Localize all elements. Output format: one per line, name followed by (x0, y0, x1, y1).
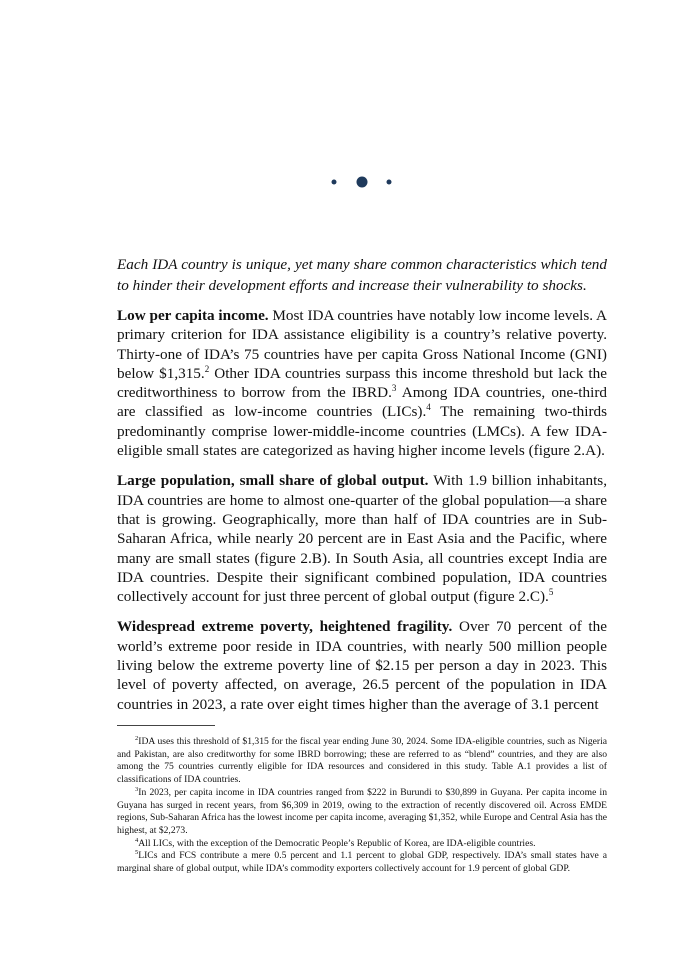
footnote (117, 850, 607, 875)
footnotes (117, 736, 607, 876)
footnote-number: 4 (135, 836, 139, 844)
footnote-ref[interactable]: 5 (548, 587, 554, 598)
footnote-number: 3 (135, 785, 139, 793)
body-text (117, 254, 607, 725)
footnote-text: LICs and FCS contribute a mere 0.5 percent and 1.1 percent to global GDP, respectively. IDA’s small states have a marginal share of global output, while IDA’s commodity exporters collectively account for 1.9 percent of global GDP. (117, 850, 607, 875)
paragraph-heading: Widespread extreme poverty, heightened fragility. (117, 618, 453, 636)
ornament-dot-left (332, 180, 337, 185)
footnote-text: IDA uses this threshold of $1,315 for the fiscal year ending June 30, 2024. Some IDA-eligible countries, such as Nigeria and Pakistan, are also creditworthy for some IBRD borrowing; these are referred to as “blend” countries, and they are also among the 75 countries currently eligible for IDA resources and considered in this study. Table A.1 provides a list of classifications of IDA countries. (117, 736, 607, 786)
footnote (117, 787, 607, 838)
paragraph-poverty (117, 617, 607, 713)
footnote-text: All LICs, with the exception of the Democratic People’s Republic of Korea, are IDA-eligible countries. (138, 837, 536, 849)
ornament-dot-center (357, 177, 368, 188)
ornament-dot-right (387, 180, 392, 185)
paragraph-text: The remaining two-thirds predominantly comprise lower-middle-income countries (LMCs). A few IDA-eligible small states are categorized as having higher income levels (figure 2.A). (117, 403, 608, 460)
footnote-number: 2 (135, 734, 139, 742)
paragraph-heading: Large population, small share of global output. (117, 472, 429, 490)
paragraph-population (117, 471, 607, 606)
footnote-separator (117, 725, 215, 726)
paragraph-text: With 1.9 billion inhabitants, IDA countries are home to almost one-quarter of the global population—a share that is growing. Geographically, more than half of IDA countries are in Sub-Saharan Africa, while nearly 20 percent are in East Asia and the Pacific, where many are small states (figure 2.B). In South Asia, all countries except India are IDA countries. Despite their significant combined population, IDA countries collectively account for just three percent of global output (figure 2.C). (117, 472, 607, 606)
footnote-ref[interactable]: 4 (426, 402, 431, 413)
paragraph-text: Most IDA countries have notably low income levels. A primary criterion for IDA assistance eligibility is a country’s relative poverty. Thirty-one of IDA’s 75 countries have per capita Gross National Income (GNI) below $1,315. (117, 307, 607, 382)
footnote (117, 838, 607, 851)
paragraph-text: Among IDA countries, one-third are classified as low-income countries (LICs). (117, 384, 607, 421)
paragraph-heading: Low per capita income. (117, 307, 269, 324)
section-ornament (0, 174, 688, 190)
footnote-number: 5 (135, 849, 139, 857)
footnote-ref[interactable]: 2 (204, 363, 210, 374)
paragraph-text: Over 70 percent of the world’s extreme poor reside in IDA countries, with nearly 500 million people living below the extreme poverty line of $2.15 per person a day in 2023. This level of poverty affected, on average, 26.5 percent of the population in IDA countries in 2023, a rate over eight times higher than the average of 3.1 percent (117, 618, 607, 713)
paragraph-text: Other IDA countries surpass this income threshold but lack the creditworthiness to borrow from the IBRD. (117, 364, 607, 402)
footnote-text: In 2023, per capita income in IDA countries ranged from $222 in Burundi to $30,899 in Guyana. Per capita income in Guyana has surged in recent years, from $6,309 in 2019, owing to the extraction of recently discovered oil. Across EMDE regions, Sub-Saharan Africa has the lowest income per capita income, averaging $1,352, while Europe and Central Asia has the highest, at $2,273. (117, 786, 607, 836)
intro-paragraph: Each IDA country is unique, yet many share common characteristics which tend to hinder their development efforts and increase their vulnerability to shocks. (117, 256, 607, 294)
footnote (117, 736, 607, 787)
paragraph-low-income (117, 306, 607, 460)
footnote-ref[interactable]: 3 (391, 383, 397, 394)
